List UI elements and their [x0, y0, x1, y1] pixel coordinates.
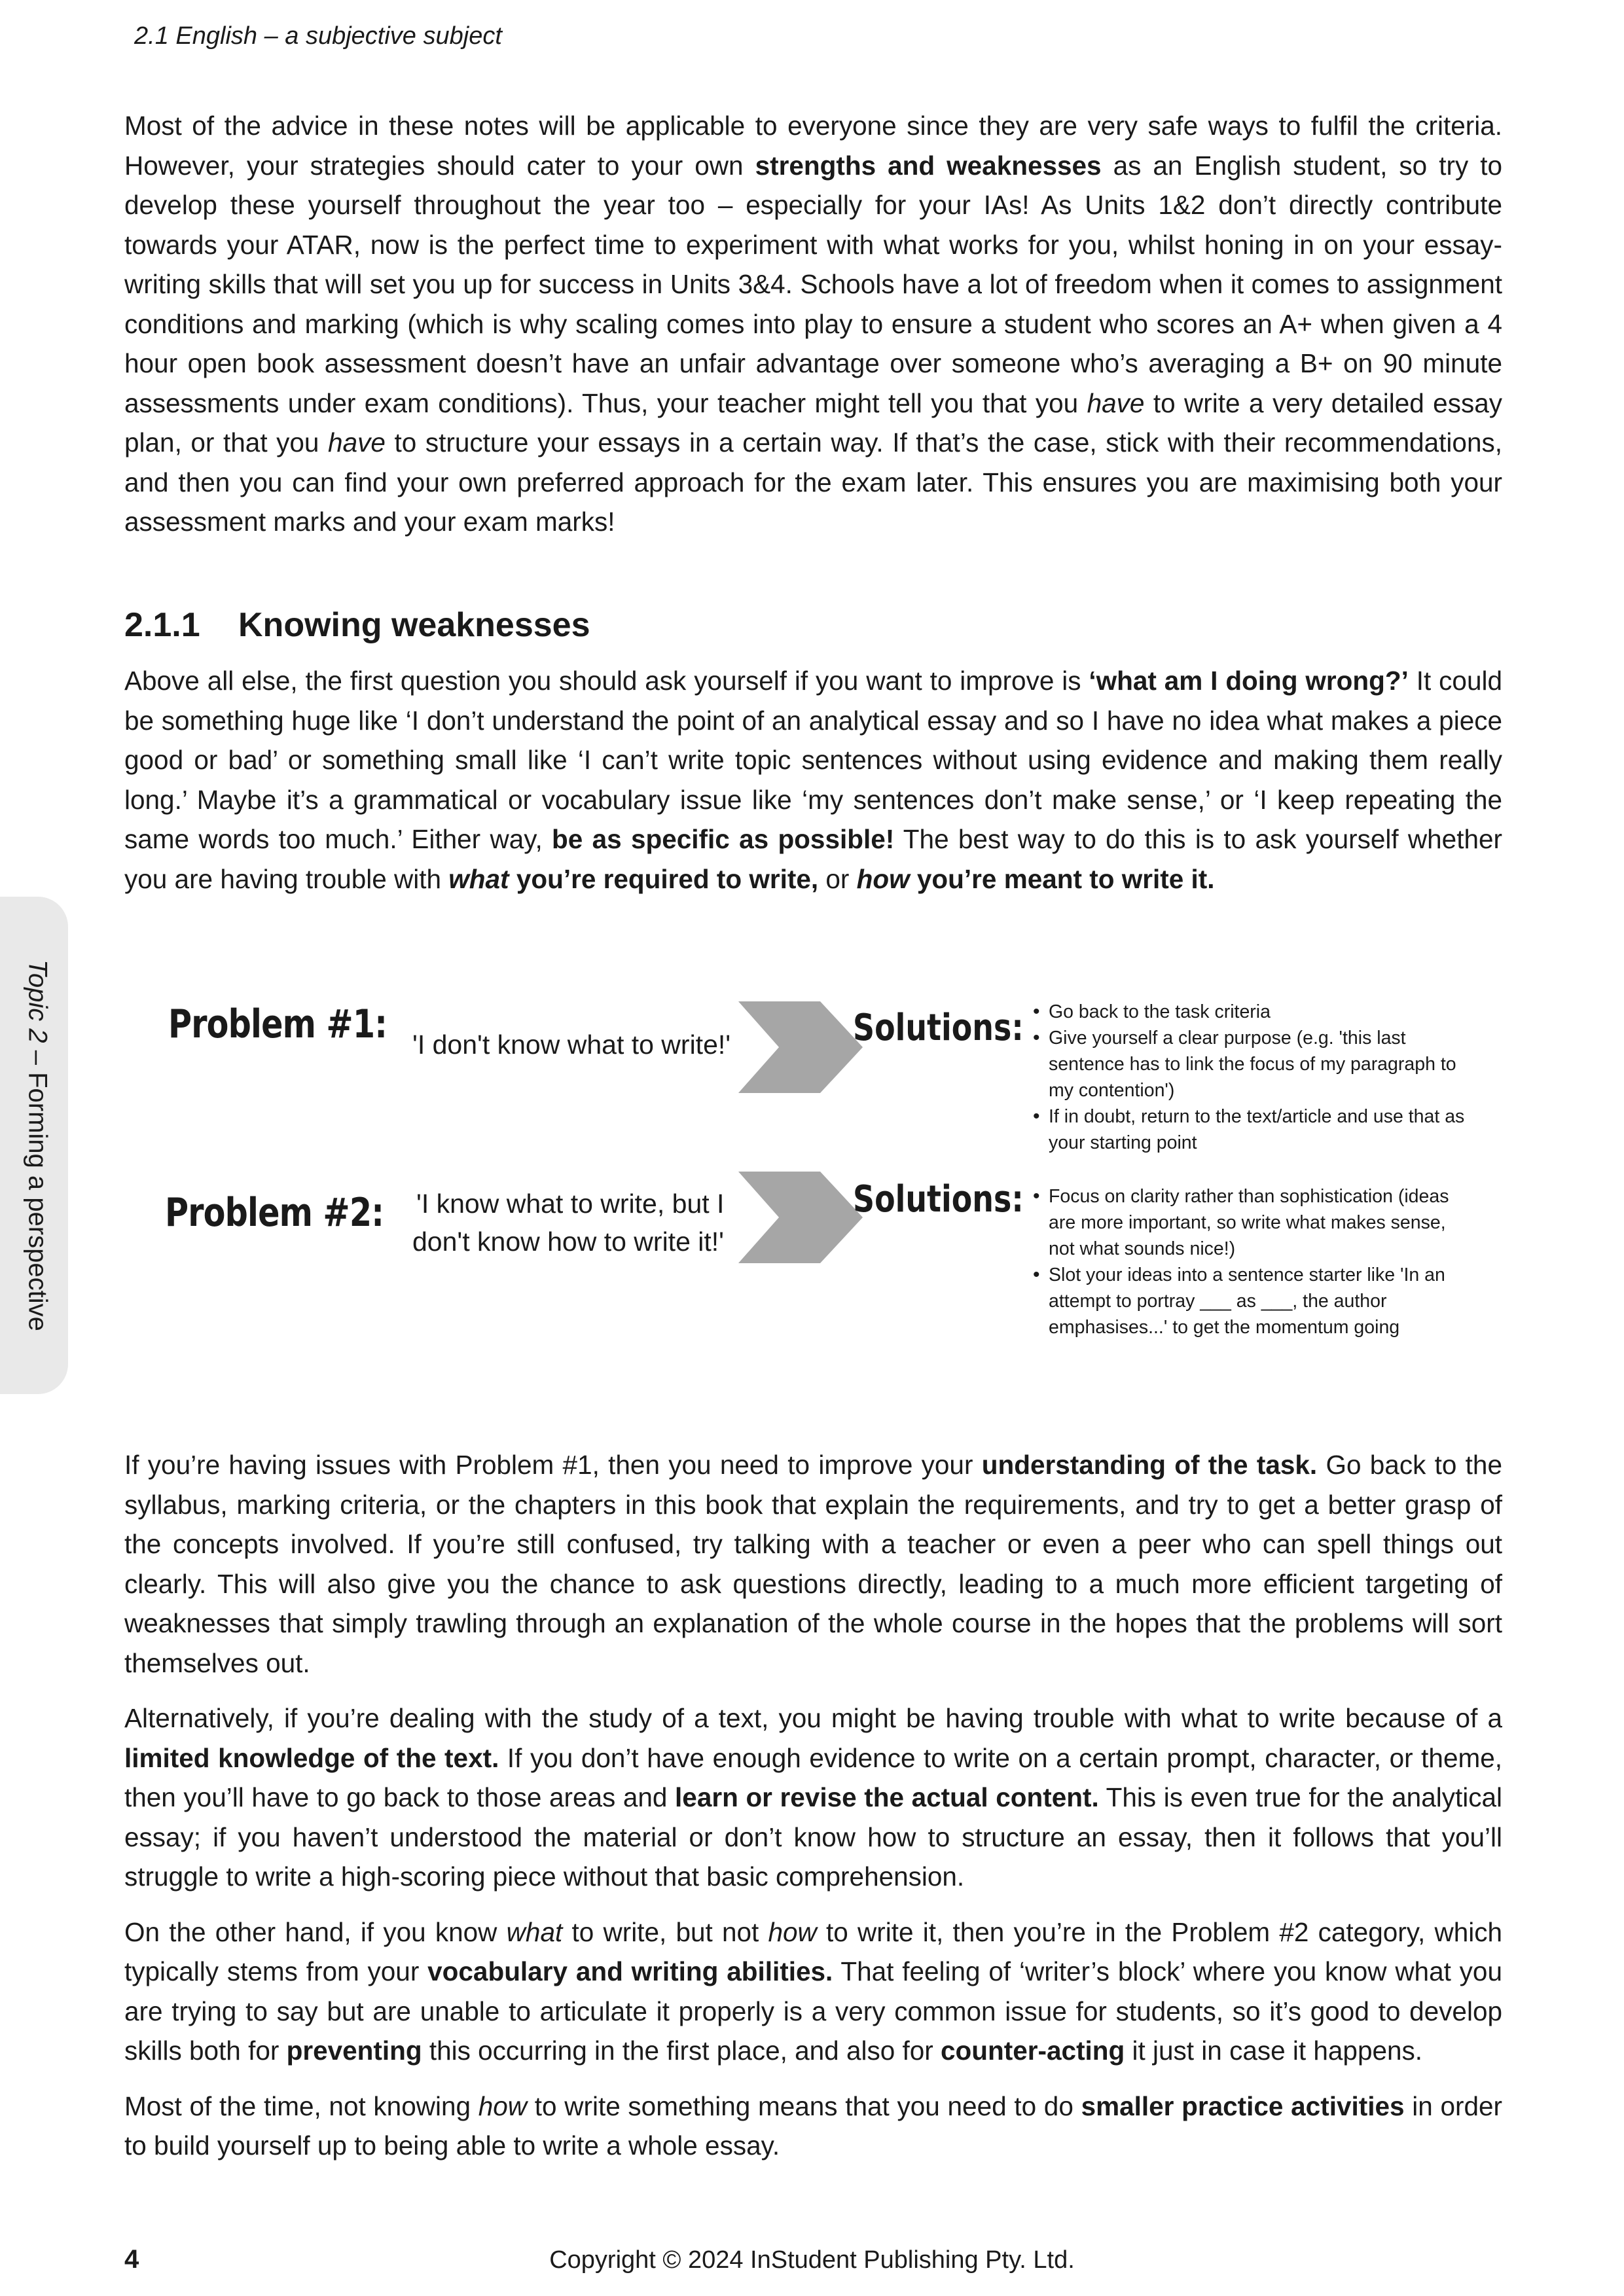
solution-item: • Go back to the task criteria [1033, 999, 1485, 1025]
bold-phrase: you’re required to write, [509, 863, 819, 894]
bold-phrase: understanding of the task. [981, 1450, 1318, 1480]
body-after-diagram [124, 1445, 1502, 2181]
text-run: to write something means that you need to do [527, 2090, 1081, 2121]
paragraph-practice [124, 2087, 1502, 2166]
text-run: to write, but not [562, 1916, 768, 1947]
problem-2-quote [412, 1185, 753, 1261]
bold-phrase: limited knowledge of the text. [124, 1742, 499, 1773]
solution-item: • Slot your ideas into a sentence starter like 'In an attempt to portray ___ as ___, the author emphasises...' to get the momentum going [1033, 1262, 1465, 1340]
solution-item: • If in doubt, return to the text/article and use that as your starting point [1033, 1103, 1485, 1156]
problem-1-solutions-label: Solutions: [853, 1007, 1024, 1049]
copyright-notice: Copyright © 2024 InStudent Publishing Pty. Ltd. [549, 2246, 1075, 2274]
page-number: 4 [124, 2245, 139, 2274]
chevron-right-icon [738, 1172, 863, 1263]
italic-word: what [506, 1916, 563, 1947]
problem-2-label: Problem #2: [165, 1190, 384, 1236]
problem-2-quote-line-2: don't know how to write it!' [412, 1227, 724, 1257]
problem-1-solutions-list [1033, 999, 1485, 1156]
bold-phrase: preventing [286, 2036, 422, 2066]
running-head: 2.1 English – a subjective subject [134, 22, 502, 50]
text-run: it just in case it happens. [1125, 2036, 1423, 2066]
side-tab-title: – Forming a perspective [23, 1043, 52, 1331]
intro-paragraph [124, 106, 1502, 558]
text-run: Go back to the syllabus, marking criteria, or the chapters in this book that explain the requirements, and try to get a better grasp of the concepts involved. If you’re still confused, try talking with a teacher or even a peer who can spell things out clearly. This will also give you the chance to ask questions directly, leading to a much more efficient targeting of weaknesses that simply trawling through an explanation of the whole course in the hopes that the problems will sort themselves out. [124, 1450, 1502, 1678]
problem-1-label: Problem #1: [168, 1001, 388, 1047]
paragraph-text-knowledge [124, 1698, 1502, 1897]
text-run: in order to build yourself up to being able to write a whole essay. [124, 2090, 1502, 2161]
bold-phrase: vocabulary and writing abilities. [427, 1956, 833, 1986]
solution-item: • Focus on clarity rather than sophistication (ideas are more important, so write what makes sense, not what sounds nice!) [1033, 1183, 1465, 1262]
chevron-shape [738, 1001, 863, 1093]
text-run: to write a very detailed essay plan, or that you [124, 387, 1502, 457]
text-run: Most of the time, not knowing [124, 2090, 478, 2121]
bold-phrase: learn or revise the actual content. [675, 1782, 1099, 1812]
problem-1-quote: 'I don't know what to write!' [412, 1030, 731, 1060]
paragraph-problem-2 [124, 1912, 1502, 2071]
bold-phrase: ‘what am I doing wrong?’ [1089, 666, 1409, 696]
text-run: It could be something huge like ‘I don’t understand the point of an analytical essay and so I have no idea what makes a piece good or bad’ or something small like ‘I can’t write topic sentences without using evidence and making them really long.’ Maybe it’s a grammatical or vocabulary issue like ‘my sentences don’t make sense,’ or ‘I keep repeating the same words too much.’ Either way, [124, 666, 1502, 854]
problem-2-quote-line-1: 'I know what to write, but I [416, 1189, 725, 1219]
text-run: to write it, then you’re in the Problem #2 category, which typically stems from your [124, 1916, 1502, 1986]
problem-2-solutions-list [1033, 1183, 1465, 1340]
text-run: If you don’t have enough evidence to write on a certain prompt, character, or theme, then you’ll have to go back to those areas and [124, 1742, 1502, 1812]
chevron-right-icon [738, 1001, 863, 1093]
text-run: Above all else, the first question you should ask yourself if you want to improve is [124, 666, 1089, 696]
italic-word: how [768, 1916, 817, 1947]
bold-italic-word: how [856, 863, 910, 894]
text-run: or [818, 863, 857, 894]
section-number: 2.1.1 [124, 606, 200, 644]
text-run: The best way to do this is to ask yourself whether you are having trouble with [124, 824, 1502, 894]
weakness-paragraph [124, 661, 1502, 914]
text-run: to structure your essays in a certain way. If that’s the case, stick with their recommendations, and then you can find your own preferred approach for the exam later. This ensures you are maximising both your assessment marks and your exam marks! [124, 427, 1502, 537]
text-run: This is even true for the analytical essay; if you haven’t understood the material or don’t know how to structure an essay, then it follows that you’ll struggle to write a high-scoring piece without that basic comprehension. [124, 1782, 1502, 1892]
bold-phrase: smaller practice activities [1081, 2090, 1405, 2121]
section-title: Knowing weaknesses [238, 606, 590, 644]
bold-phrase: be as specific as possible! [552, 824, 895, 854]
bold-phrase: counter-acting [941, 2036, 1125, 2066]
text-run: On the other hand, if you know [124, 1916, 507, 1947]
italic-word: how [478, 2090, 528, 2121]
side-tab-topic: Topic 2 [23, 960, 52, 1043]
bold-italic-word: what [448, 863, 509, 894]
paragraph-problem-1 [124, 1445, 1502, 1683]
section-heading [124, 605, 590, 645]
italic-word: have [1087, 387, 1145, 418]
text-run: as an English student, so try to develop these yourself throughout the year too – especially for your IAs! As Units 1&2 don’t directly contribute towards your ATAR, now is the perfect time to experiment with what works for you, whilst honing in on your essay-writing skills that will set you up for success in Units 3&4. Schools have a lot of freedom when it comes to assignment conditions and marking (which is why scaling comes into play to ensure a student who scores an A+ when given a 4 hour open book assessment doesn’t have an unfair advantage over someone who’s averaging a B+ on 90 minute assessments under exam conditions). Thus, your teacher might tell you that you [124, 150, 1502, 418]
text-run: Most of the advice in these notes will be applicable to everyone since they are very safe ways to fulfil the criteria. However, your strategies should cater to your own [124, 111, 1502, 181]
bold-phrase: you’re meant to write it. [909, 863, 1215, 894]
text-run: That feeling of ‘writer’s block’ where you know what you are trying to say but are unable to articulate it properly is a very common issue for students, so it’s good to develop skills both for [124, 1956, 1502, 2066]
italic-word: have [328, 427, 386, 457]
chevron-shape [738, 1172, 863, 1263]
problem-2-solutions-label: Solutions: [853, 1178, 1024, 1221]
text-run: Alternatively, if you’re dealing with the study of a text, you might be having trouble with what to write because of a [124, 1703, 1502, 1733]
text-run: this occurring in the first place, and also for [422, 2036, 941, 2066]
bold-phrase: strengths and weaknesses [755, 150, 1102, 181]
text-run: If you’re having issues with Problem #1, then you need to improve your [124, 1450, 982, 1480]
side-tab-label [23, 960, 52, 1331]
solution-item: • Give yourself a clear purpose (e.g. 'this last sentence has to link the focus of my paragraph to my contention') [1033, 1025, 1485, 1103]
